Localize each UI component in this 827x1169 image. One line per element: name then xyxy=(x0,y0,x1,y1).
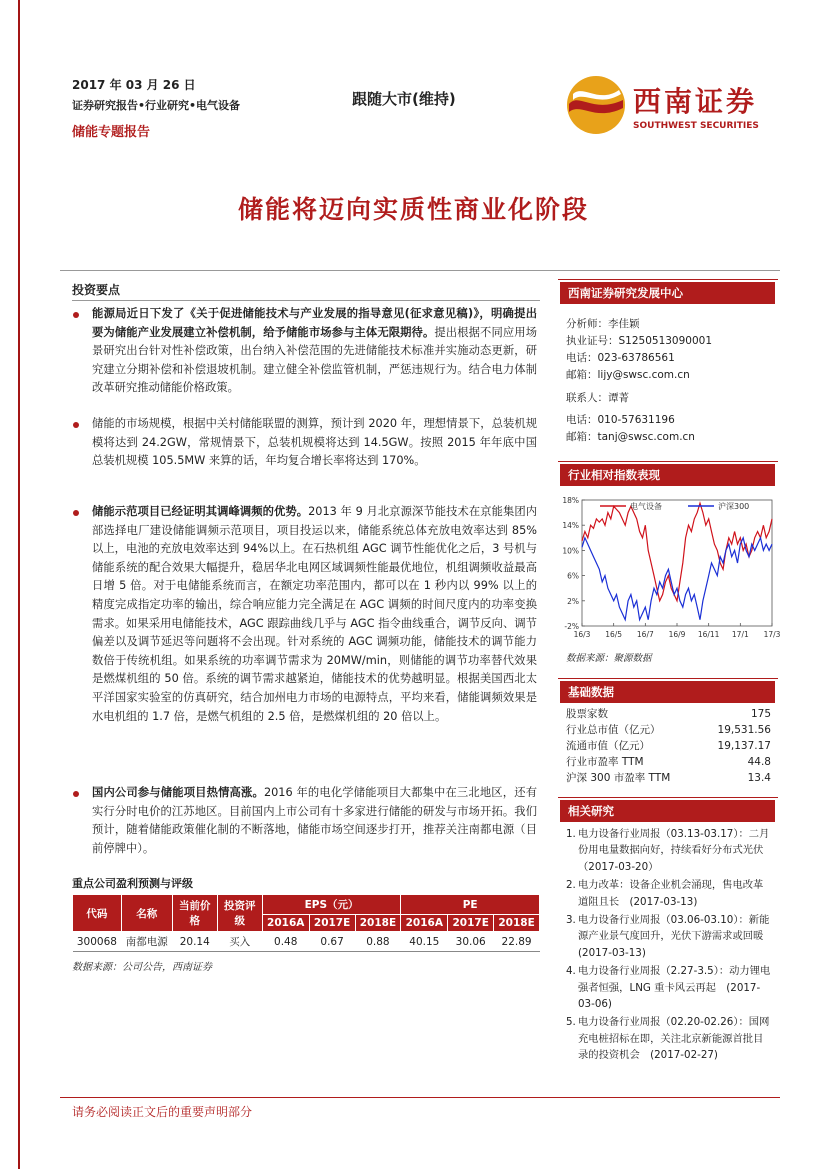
research-text: 电力改革：设备企业机会涌现，售电改革道阻且长 (2017-03-13) xyxy=(578,879,764,908)
research-num: 3. xyxy=(566,914,576,927)
basic-key: 沪深 300 市盈率 TTM xyxy=(566,772,671,784)
key-point-2 xyxy=(92,415,537,471)
basic-key: 行业总市值（亿元） xyxy=(566,724,661,736)
basic-row xyxy=(566,770,771,786)
divider xyxy=(558,279,778,280)
list-item[interactable] xyxy=(566,912,772,961)
col-year: 2017E xyxy=(448,915,494,932)
research-text: 电力设备行业周报（03.06-03.10）：新能源产业景气度回升，光伏下游需求或回暖 (2017-03-13) xyxy=(578,914,774,959)
rating: 跟随大市(维持) xyxy=(352,90,456,108)
chart-source: 数据来源：聚源数据 xyxy=(566,653,652,664)
divider xyxy=(558,461,778,462)
index-title: 行业相对指数表现 xyxy=(560,464,775,486)
list-item[interactable] xyxy=(566,826,772,875)
bullet-icon xyxy=(73,510,79,516)
research-title: 相关研究 xyxy=(560,800,775,822)
key-point-3-text: 2013 年 9 月北京源深节能技术在京能集团内部选择电厂建设储能调频示范项目，项目投运以来，储能系统总体充放电效率达到 85%以上，电池的充放电效率达到 94%以上。在石热机组 AGC 调节性能优化之后，3 号机与储能系统的配合效果大幅提升，稳居华北电网区域调频性能最优地位，机组调频收益最高日增 5 倍。对于电储能系统而言，在额定功率范围内，都可以在 1 秒内以 99% 以上的精度完成指定功率的输出，综合响应能力完全满足在 AGC 调频的时间尺度内的功率变换需求。如果采用电储能技术，AGC 跟踪曲线几乎与 AGC 指令曲线重合，调节反向、调节偏差以及调节延迟等问题将不会出现。针对系统的 AGC 调频功能，储能技术的调节能力数倍于传统机组。如果系统的功率调节需求为 20MW/min，则储能的调节功率替代效果是燃煤机组的 50 倍。系统的调节需求越紧迫，储能技术的优势越明显。根据美国西北太平洋国家实验室的仿真研究，结合加州电力市场的电源特点，平均来看，储能调频效果是水电机组的 1.7 倍，是燃气机组的 2.5 倍，是燃煤机组的 20 倍以上。 xyxy=(92,505,537,723)
logo-text-en: SOUTHWEST SECURITIES xyxy=(633,121,759,131)
research-num: 1. xyxy=(566,828,576,840)
key-point-2-text: 储能的市场规模，根据中关村储能联盟的测算，预计到 2020 年，理想情景下，总装机规模将达到 24.2GW，常规情景下，总装机规模将达到 14.5GW。按照 2015 年年底中国总装机规模 105.5MW 来算的话，年均复合增长率将达到 170%。 xyxy=(92,417,537,468)
col-year: 2017E xyxy=(309,915,355,932)
research-num: 4. xyxy=(566,965,576,978)
research-list xyxy=(566,826,772,1066)
x-tick-label: 16/11 xyxy=(697,630,720,639)
key-point-1-text: 提出根据不同应用场景研究出台针对性补偿政策，出台纳入补偿范围的先进储能技术标准并实施动态更新，研究建立分期补偿和补偿退坡机制。建立健全补偿监管机制，严惩违规行为。结合电力体制改革研究推动储能价格政策。 xyxy=(92,325,537,395)
col-pe: PE xyxy=(401,895,540,915)
y-tick-label: 18% xyxy=(562,496,579,505)
mail-2[interactable]: 邮箱：tanj@swsc.com.cn xyxy=(566,431,695,443)
bullet-icon xyxy=(73,312,79,318)
basic-value: 19,531.56 xyxy=(717,724,771,736)
basic-data xyxy=(566,706,771,786)
col-year: 2018E xyxy=(494,915,540,932)
key-point-1-bold: 能源局近日下发了《关于促进储能技术与产业发展的指导意见(征求意见稿)》，明确提出要为储能产业发展建立补偿机制，给予储能市场参与主体无限期待。 xyxy=(92,307,537,339)
basic-value: 13.4 xyxy=(747,772,771,784)
research-text: 电力设备行业周报（02.20-02.26）：国网充电桩招标在即，关注北京新能源首批目录的投资机会 (2017-02-27) xyxy=(578,1016,770,1062)
key-point-3 xyxy=(92,503,537,726)
legend-label: 沪深300 xyxy=(718,502,750,511)
report-topic: 储能专题报告 xyxy=(72,125,151,140)
y-tick-label: 2% xyxy=(567,596,579,606)
col-eps: EPS（元） xyxy=(262,895,401,915)
divider xyxy=(72,300,540,301)
divider xyxy=(558,678,778,679)
divider xyxy=(60,270,780,271)
basic-key: 行业市盈率 TTM xyxy=(566,756,644,768)
forecast-heading: 重点公司盈利预测与评级 xyxy=(72,877,193,890)
tel-1: 电话：023-63786561 xyxy=(566,352,675,364)
y-tick-label: 10% xyxy=(562,546,579,556)
y-tick-label: 14% xyxy=(562,521,579,531)
mail-1[interactable]: 邮箱：lijy@swsc.com.cn xyxy=(566,369,690,381)
col-code: 代码 xyxy=(73,895,122,932)
col-name: 名称 xyxy=(121,895,172,932)
x-tick-label: 16/7 xyxy=(636,630,654,639)
basic-row xyxy=(566,754,771,770)
basic-key: 流通市值（亿元） xyxy=(566,740,650,752)
cell-eps: 0.48 xyxy=(262,932,309,952)
cell-rating: 买入 xyxy=(217,932,262,952)
basic-row xyxy=(566,722,771,738)
col-rating: 投资评级 xyxy=(217,895,262,932)
report-date: 2017 年 03 月 26 日 xyxy=(72,78,196,92)
cell-code: 300068 xyxy=(73,932,122,952)
relative-index-chart xyxy=(560,488,780,648)
y-tick-label: 6% xyxy=(567,571,579,581)
bullet-icon xyxy=(73,422,79,428)
list-item[interactable] xyxy=(566,1014,772,1063)
list-item[interactable] xyxy=(566,963,772,1012)
x-tick-label: 16/5 xyxy=(605,630,623,639)
x-tick-label: 17/3 xyxy=(763,630,780,639)
basic-value: 175 xyxy=(750,708,771,720)
key-point-4-text: 2016 年的电化学储能项目大都集中在三北地区，还有实行分时电价的江苏地区。目前国内上市公司有十多家进行储能的研发与市场开拓。我们预计，随着储能政策催化制的不断落地，储能市场空间逐步打开，推荐关注南都电源（目前停牌中）。 xyxy=(92,786,537,855)
report-category: 证券研究报告•行业研究•电气设备 xyxy=(72,99,241,112)
research-num: 5. xyxy=(566,1016,576,1029)
legend-label: 电气设备 xyxy=(630,502,662,511)
cell-pe: 40.15 xyxy=(401,932,448,952)
y-tick-label: -2% xyxy=(564,622,579,631)
col-year: 2018E xyxy=(355,915,401,932)
basic-row xyxy=(566,738,771,754)
cell-pe: 22.89 xyxy=(494,932,540,952)
basic-title: 基础数据 xyxy=(560,681,775,703)
research-text: 电力设备行业周报（03.13-03.17）：二月份用电量数据向好，持续看好分布式光伏 （2017-03-20） xyxy=(578,828,774,873)
x-tick-label: 16/3 xyxy=(573,630,591,639)
basic-row xyxy=(566,706,771,722)
cell-eps: 0.88 xyxy=(355,932,401,952)
research-num: 2. xyxy=(566,879,576,892)
divider xyxy=(558,797,778,798)
key-point-1 xyxy=(92,305,537,398)
license: 执业证号：S1250513090001 xyxy=(566,335,713,347)
page-title: 储能将迈向实质性商业化阶段 xyxy=(237,195,589,224)
research-text: 电力设备行业周报（2.27-3.5）：动力锂电强者恒强，LNG 重卡风云再起 (2017-03-06) xyxy=(578,965,771,1011)
col-year: 2016A xyxy=(401,915,448,932)
logo-emblem-icon xyxy=(565,74,627,136)
series-line-0 xyxy=(582,503,772,601)
key-point-3-bold: 储能示范项目已经证明其调峰调频的优势。 xyxy=(92,505,309,518)
footer-divider xyxy=(60,1097,780,1098)
forecast-source: 数据来源：公司公告，西南证券 xyxy=(72,962,212,973)
key-point-4-bold: 国内公司参与储能项目热情高涨。 xyxy=(92,786,264,799)
cell-pe: 30.06 xyxy=(448,932,494,952)
table-row xyxy=(73,932,540,952)
cell-eps: 0.67 xyxy=(309,932,355,952)
footer-disclaimer[interactable]: 请务必阅读正文后的重要声明部分 xyxy=(72,1105,253,1119)
x-tick-label: 16/9 xyxy=(668,630,686,639)
analyst: 分析师：李佳颖 xyxy=(566,318,640,330)
basic-key: 股票家数 xyxy=(566,708,608,720)
col-price: 当前价格 xyxy=(172,895,217,932)
logo-text-cn: 西南证券 xyxy=(633,85,758,118)
basic-value: 19,137.17 xyxy=(717,740,771,752)
basic-value: 44.8 xyxy=(747,756,771,768)
list-item[interactable] xyxy=(566,877,772,910)
left-border-line xyxy=(18,0,20,1169)
forecast-table xyxy=(72,894,540,952)
col-year: 2016A xyxy=(262,915,309,932)
tel-2: 电话：010-57631196 xyxy=(566,414,675,426)
cell-name: 南都电源 xyxy=(121,932,172,952)
bullet-icon xyxy=(73,791,79,797)
contact: 联系人：谭菁 xyxy=(566,392,629,404)
cell-price: 20.14 xyxy=(172,932,217,952)
center-title: 西南证券研究发展中心 xyxy=(560,282,775,304)
key-point-4 xyxy=(92,784,537,858)
x-tick-label: 17/1 xyxy=(731,630,749,639)
key-points-heading: 投资要点 xyxy=(72,283,121,297)
